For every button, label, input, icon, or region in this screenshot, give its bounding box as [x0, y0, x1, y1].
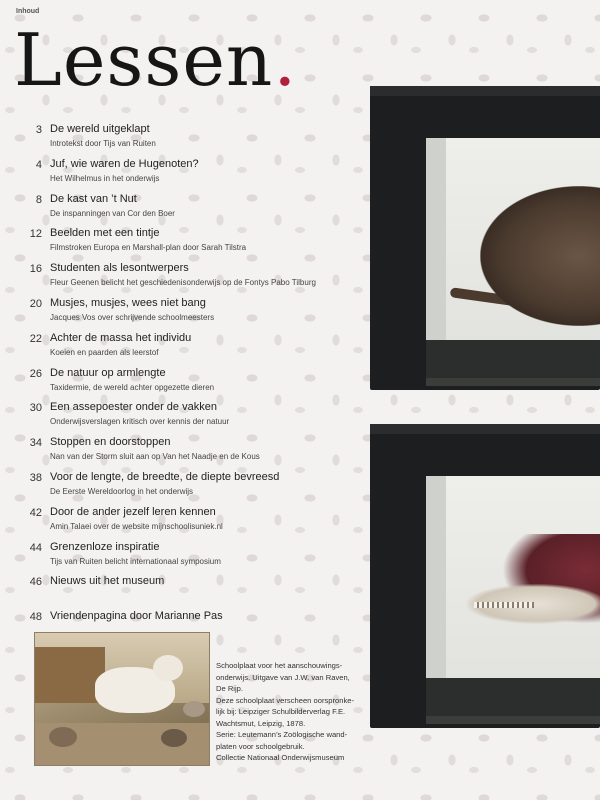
toc-item — [0, 435, 360, 470]
case-floor — [426, 340, 600, 380]
toc-page-number: 46 — [29, 576, 42, 589]
stuffed-animal — [480, 186, 600, 326]
toc-subtitle: Introtekst door Tijs van Ruiten — [50, 139, 156, 148]
toc-item — [0, 505, 360, 540]
toc-page-number: 44 — [29, 541, 42, 554]
toc-subtitle: Onderwijsverslagen kritisch over kennis der natuur — [50, 417, 230, 427]
toc-subtitle: Het Wilhelmus in het onderwijs — [50, 173, 160, 183]
toc-item — [0, 226, 360, 261]
toc-item — [0, 331, 360, 366]
image-caption — [216, 660, 366, 764]
kitten-illustration — [49, 727, 77, 747]
caption-line: De Rijp. — [216, 684, 244, 693]
toc-item — [0, 192, 360, 227]
toc-subtitle: Amin Talaei over de website mijnschoolisuniek.nl — [50, 521, 223, 531]
toc-subtitle: Koeien en paarden als leerstof — [50, 347, 159, 357]
toc-page-number: 26 — [29, 367, 42, 380]
case-floor — [426, 678, 600, 718]
toc-item — [0, 366, 360, 401]
caption-line: lijk bij: Leipziger Schulbilderverlag F.E. — [216, 707, 346, 716]
toc-page-number: 22 — [29, 332, 42, 345]
toc-title: Musjes, musjes, wees niet bang — [50, 296, 206, 309]
toc-item — [0, 574, 360, 609]
toc-item — [0, 261, 360, 296]
toc-title: Stoppen en doorstoppen — [50, 436, 171, 449]
table-of-contents — [0, 122, 360, 644]
toc-title: Juf, wie waren de Hugenoten? — [50, 157, 199, 170]
toc-title: Voor de lengte, de breedte, de diepte bevreesd — [50, 470, 280, 483]
toc-subtitle: Nan van der Storm sluit aan op Van het Naadje en de Kous — [50, 452, 260, 462]
toc-page-number: 42 — [29, 506, 42, 519]
toc-title: Een assepoester onder de vakken — [50, 401, 217, 414]
skull-teeth — [474, 602, 534, 608]
toc-subtitle: Tijs van Ruiten belicht internationaal symposium — [50, 556, 221, 566]
toc-title: De natuur op armlengte — [50, 366, 166, 379]
caption-line: Deze schoolplaat verscheen oorspronke- — [216, 695, 355, 705]
toc-title: Grenzenloze inspiratie — [50, 540, 160, 553]
toc-title: Achter de massa het individu — [50, 331, 192, 344]
toc-item — [0, 157, 360, 192]
display-case-photo-bottom — [370, 424, 600, 728]
toc-item — [0, 122, 360, 157]
page-title — [14, 20, 297, 100]
toc-subtitle: Fleur Geenen belicht het geschiedenisonderwijs op de Fontys Pabo Tilburg — [50, 278, 316, 288]
toc-subtitle: Jacques Vos over schrijvende schoolmeesters — [50, 312, 215, 322]
toc-title: Door de ander jezelf leren kennen — [50, 505, 216, 518]
toc-page-number: 8 — [35, 193, 42, 206]
page-title-text: Lessen — [14, 18, 274, 102]
caption-line: Wachtsmut, Leipzig, 1878. — [216, 718, 306, 728]
display-case-photo-top — [370, 86, 600, 390]
toc-page-number: 12 — [29, 228, 42, 241]
toc-page-number: 3 — [35, 124, 42, 136]
toc-page-number: 48 — [29, 611, 42, 624]
toc-page-number: 30 — [29, 402, 42, 415]
kitten-illustration — [183, 701, 205, 717]
kitten-illustration — [161, 729, 187, 747]
toc-item — [0, 540, 360, 575]
toc-page-number: 34 — [29, 437, 42, 450]
toc-subtitle: Taxidermie, de wereld achter opgezette dieren — [50, 382, 215, 392]
school-plate-image — [34, 632, 210, 766]
caption-line: platen voor schoolgebruik. — [216, 741, 305, 751]
caption-line: Serie: Leutemann’s Zoölogische wand- — [216, 730, 348, 739]
case-lid — [370, 86, 600, 96]
toc-item — [0, 400, 360, 435]
toc-page-number: 16 — [29, 263, 42, 276]
title-dot: . — [273, 18, 298, 102]
case-lid — [370, 424, 600, 434]
caption-line: onderwijs. Uitgave van J.W. van Raven, — [216, 672, 350, 682]
toc-page-number: 38 — [29, 471, 42, 484]
caption-line: Collectie Nationaal Onderwijsmuseum — [216, 753, 345, 762]
toc-title: De wereld uitgeklapt — [50, 123, 150, 135]
toc-title: Studenten als lesontwerpers — [50, 262, 189, 275]
toc-subtitle: De Eerste Wereldoorlog in het onderwijs — [50, 486, 194, 496]
toc-subtitle: De inspanningen van Cor den Boer — [50, 208, 175, 218]
toc-title: Vriendenpagina door Marianne Pas — [50, 610, 223, 623]
toc-page-number: 20 — [29, 297, 42, 310]
section-label: Inhoud — [16, 8, 40, 15]
toc-item — [0, 296, 360, 331]
toc-item — [0, 470, 360, 505]
toc-page-number: 4 — [35, 158, 42, 171]
toc-title: De kast van ’t Nut — [50, 192, 137, 205]
toc-title: Beelden met een tintje — [50, 227, 160, 240]
caption-line: Schoolplaat voor het aanschouwings- — [216, 661, 343, 670]
toc-subtitle: Filmstroken Europa en Marshall-plan door Sarah Tilstra — [50, 243, 247, 253]
toc-title: Nieuws uit het museum — [50, 575, 165, 588]
